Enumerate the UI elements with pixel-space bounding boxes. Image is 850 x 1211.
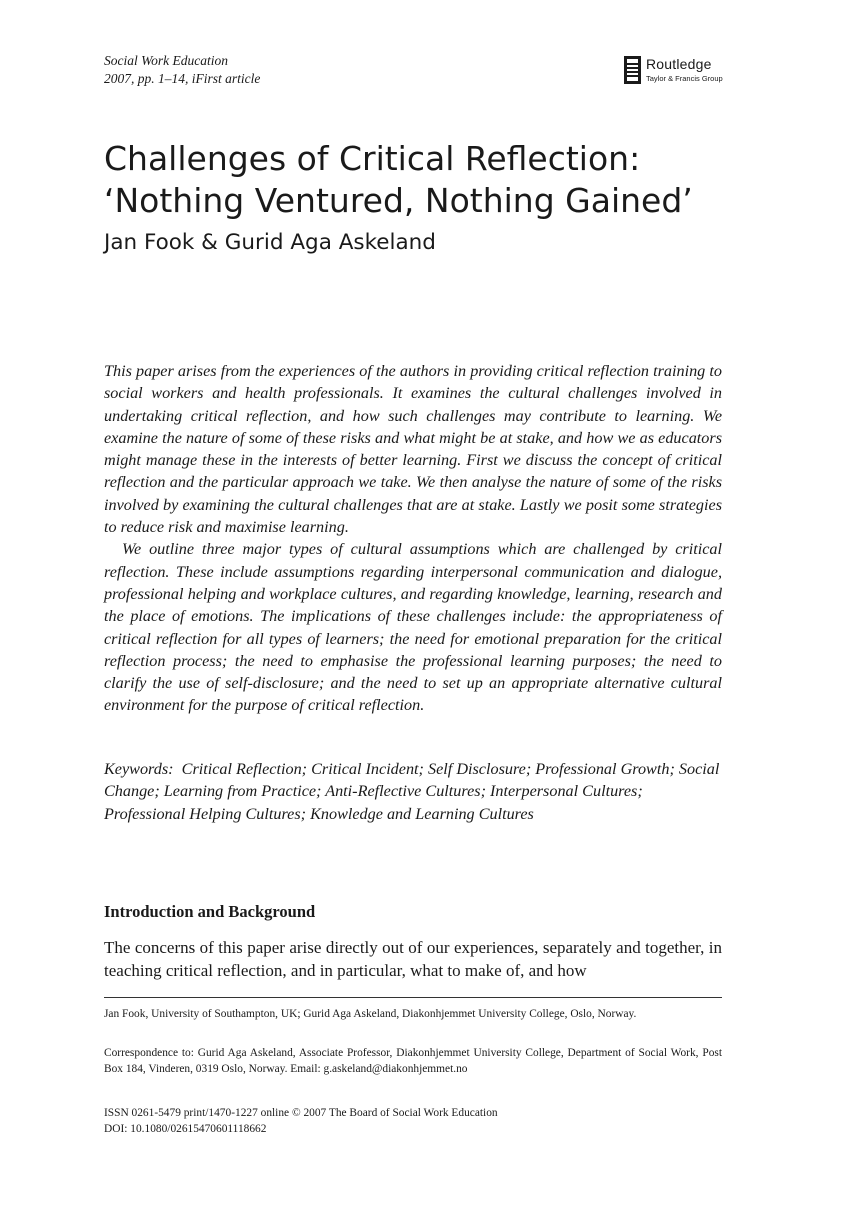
- keywords-text: Critical Reflection; Critical Incident; Self Disclosure; Professional Growth; Social Change; Learning from Practice; Anti-Reflective Cultures; Interpersonal Cultures; Professional Helping Cultures; Knowledge and Learning Cultures: [104, 760, 720, 823]
- publisher-group: Taylor & Francis Group: [646, 74, 723, 83]
- journal-header: [104, 52, 260, 88]
- keywords: [104, 758, 724, 825]
- author-affiliations: Jan Fook, University of Southampton, UK; Gurid Aga Askeland, Diakonhjemmet University College, Oslo, Norway.: [104, 1008, 637, 1020]
- journal-name: Social Work Education: [104, 53, 228, 68]
- publication-info: [104, 1105, 498, 1137]
- journal-issue: 2007, pp. 1–14, iFirst article: [104, 71, 261, 86]
- article-title: [104, 138, 764, 222]
- article-title-line1: Challenges of Critical Reflection:: [104, 139, 641, 178]
- issn-line: ISSN 0261-5479 print/1470-1227 online © 2007 The Board of Social Work Education: [104, 1107, 498, 1119]
- keywords-label: Keywords:: [104, 760, 174, 778]
- correspondence-note: Correspondence to: Gurid Aga Askeland, Associate Professor, Diakonhjemmet University College, Department of Social Work, Post Box 184, Vinderen, 0319 Oslo, Norway. Email: g.askeland@diakonhjemmet.no: [104, 1047, 722, 1075]
- routledge-logo-icon: [624, 56, 641, 84]
- body-paragraph: The concerns of this paper arise directly out of our experiences, separately and together, in teaching critical reflection, and in particular, what to make of, and how: [104, 938, 722, 980]
- doi-line: DOI: 10.1080/02615470601118662: [104, 1123, 267, 1135]
- section-heading: Introduction and Background: [104, 902, 316, 921]
- footnote-divider: [104, 997, 722, 998]
- publisher-logo: [624, 56, 724, 86]
- abstract-paragraph-2: We outline three major types of cultural assumptions which are challenged by critical reflection. These include assumptions regarding interpersonal communication and dialogue, professional helping and workplace cultures, and regarding knowledge, learning, research and the place of emotions. The implications of these challenges include: the appropriateness of critical reflection for all types of learners; the need for emotional preparation for the critical reflection process; the need to emphasise the professional learning purposes; the need to clarify the use of self-disclosure; and the need to set up an appropriate alternative cultural environment for the purpose of critical reflection.: [104, 540, 722, 715]
- article-title-line2: ‘Nothing Ventured, Nothing Gained’: [104, 181, 693, 220]
- abstract: [104, 360, 722, 717]
- article-authors: Jan Fook & Gurid Aga Askeland: [104, 230, 436, 255]
- publisher-name: Routledge: [646, 56, 712, 72]
- abstract-paragraph-1: This paper arises from the experiences of the authors in providing critical reflection training to social workers and health professionals. It examines the cultural challenges involved in undertaking critical reflection, and how such challenges may contribute to learning. We examine the nature of some of these risks and what might be at stake, and how we as educators might manage these in the interests of better learning. First we discuss the concept of critical reflection and the particular approach we take. We then analyse the nature of some of the risks involved by examining the cultural challenges that are at stake. Lastly we posit some strategies to reduce risk and maximise learning.: [104, 362, 722, 537]
